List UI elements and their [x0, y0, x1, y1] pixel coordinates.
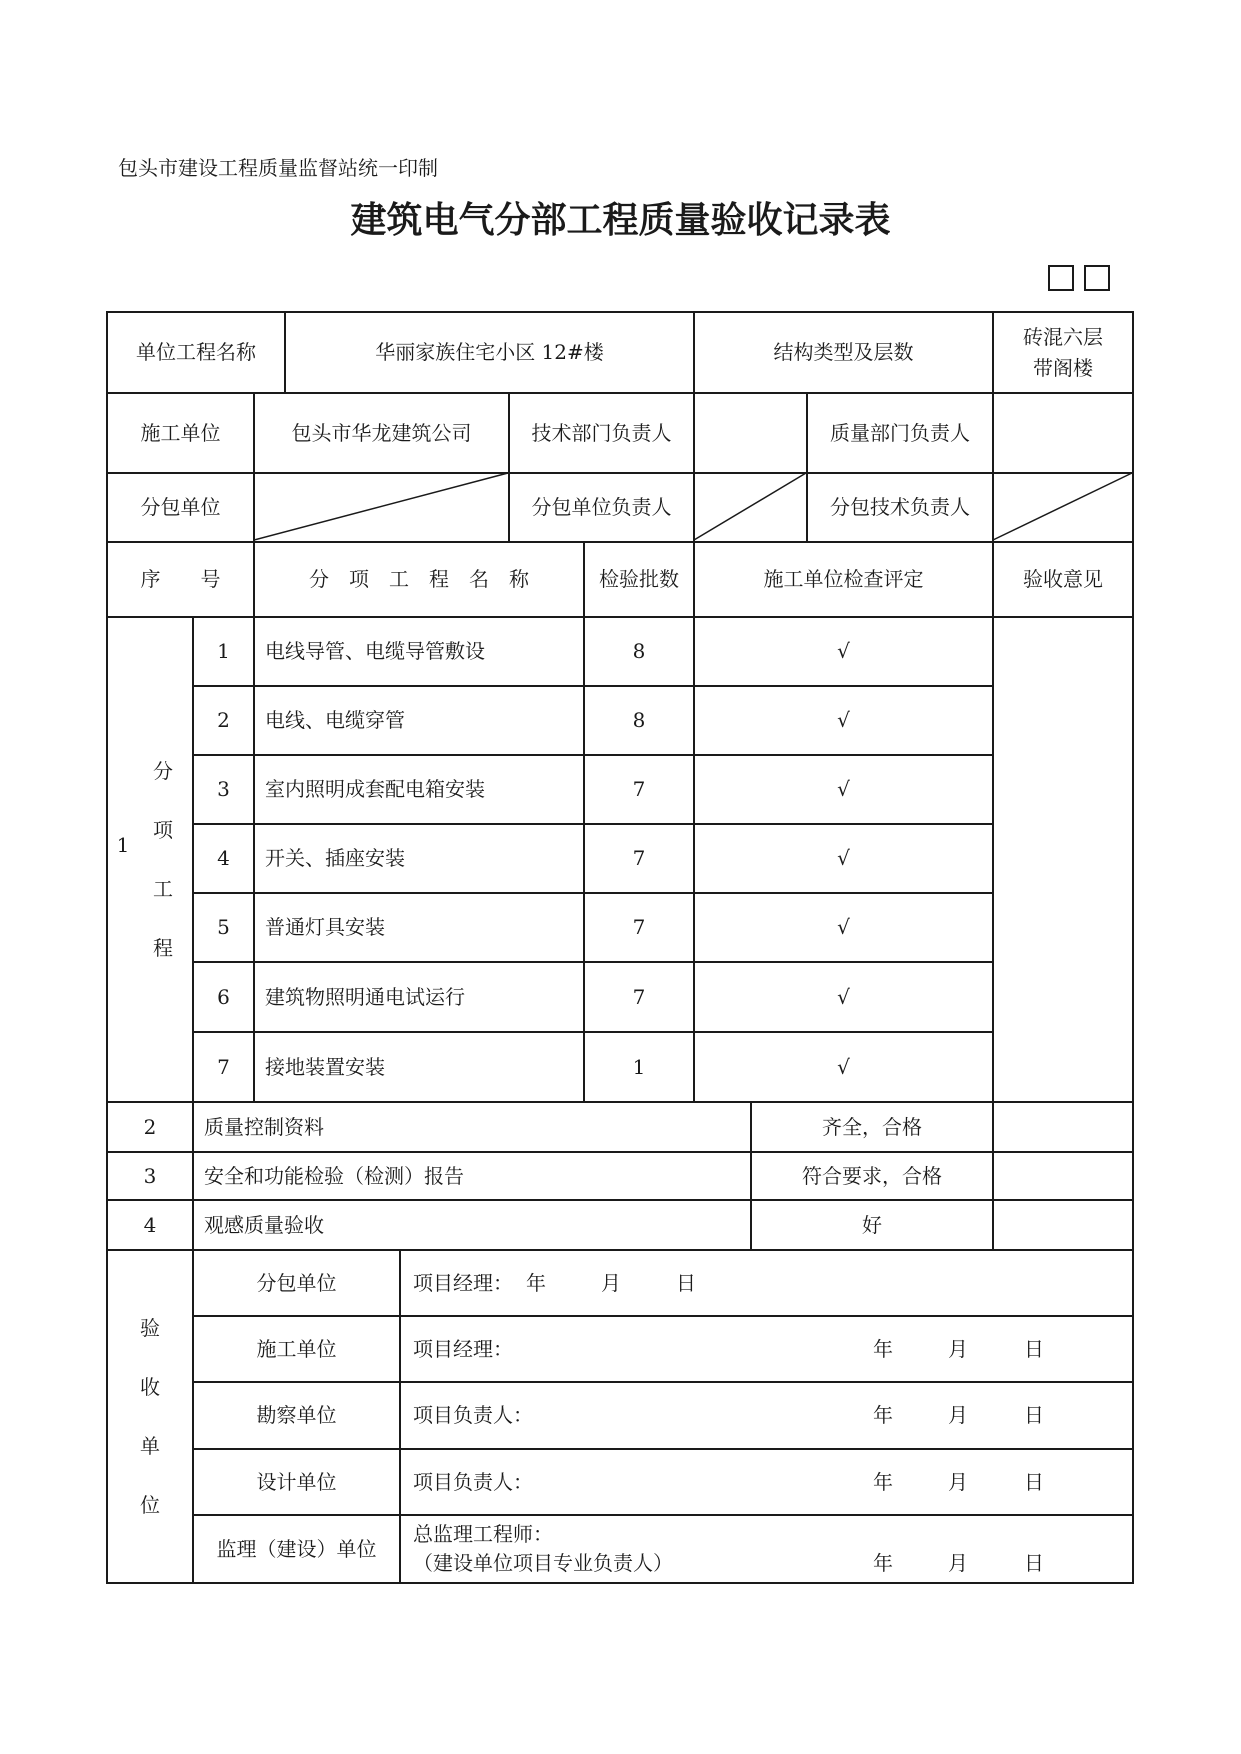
date-month: 月	[601, 1270, 621, 1295]
header-name: 分 项 工 程 名 称	[309, 567, 529, 591]
row-number: 1	[217, 639, 230, 663]
acceptance-signer: 总监理工程师：	[413, 1521, 553, 1546]
header-seq: 序 号	[140, 567, 221, 591]
acceptance-signer: 项目经理：	[413, 1336, 513, 1361]
row-check: √	[837, 984, 850, 1009]
summary-number: 3	[143, 1163, 157, 1188]
sub-head-label: 分包单位负责人	[531, 495, 672, 519]
structure-value-line1: 砖混六层	[1023, 324, 1103, 349]
date-day: 日	[1024, 1336, 1044, 1361]
date-month: 月	[948, 1469, 968, 1494]
acceptance-char: 收	[140, 1374, 160, 1399]
row-check: √	[837, 1054, 850, 1079]
printer-note: 包头市建设工程质量监督站统一印制	[118, 156, 438, 180]
row-batches: 1	[632, 1054, 646, 1079]
row-batches: 8	[632, 708, 646, 732]
acceptance-unit: 勘察单位	[256, 1403, 337, 1427]
row-batches: 7	[632, 984, 646, 1009]
summary-opinion[interactable]	[994, 1201, 1132, 1249]
row-check: √	[837, 846, 850, 870]
contractor-label: 施工单位	[140, 420, 221, 445]
row-name: 开关、插座安装	[265, 846, 405, 870]
section1-char: 工	[153, 876, 173, 901]
structure-value-line2: 带阁楼	[1033, 355, 1093, 380]
row-name: 电线、电缆穿管	[265, 708, 405, 732]
tech-head-value[interactable]	[695, 394, 806, 472]
row-check: √	[837, 915, 850, 939]
form-title: 建筑电气分部工程质量验收记录表	[350, 199, 891, 241]
quality-head-label: 质量部门负责人	[830, 420, 970, 445]
row-number: 2	[217, 708, 230, 732]
acceptance-signer: 项目经理：	[413, 1270, 513, 1295]
row-name: 建筑物照明通电试运行	[265, 984, 465, 1009]
summary-result: 好	[862, 1212, 882, 1237]
quality-head-value[interactable]	[994, 394, 1132, 472]
acceptance-signer: 项目负责人：	[413, 1403, 533, 1427]
header-batches: 检验批数	[599, 567, 679, 591]
summary-number: 2	[143, 1114, 157, 1139]
date-day: 日	[1024, 1403, 1044, 1427]
date-day: 日	[1024, 1469, 1044, 1494]
date-year: 年	[873, 1403, 893, 1427]
row-number: 7	[217, 1054, 230, 1079]
date-year: 年	[873, 1469, 893, 1494]
section1-vertical-label	[134, 618, 192, 1101]
date-year: 年	[873, 1336, 893, 1361]
summary-name: 质量控制资料	[204, 1114, 324, 1139]
row-batches: 7	[632, 846, 646, 870]
structure-label: 结构类型及层数	[773, 340, 914, 364]
summary-number: 4	[143, 1212, 157, 1237]
date-year: 年	[873, 1550, 893, 1575]
sub-tech-label: 分包技术负责人	[830, 495, 970, 519]
summary-opinion[interactable]	[994, 1153, 1132, 1199]
summary-result: 符合要求，合格	[802, 1163, 942, 1188]
contractor-value: 包头市华龙建筑公司	[291, 420, 472, 445]
acceptance-char: 单	[140, 1433, 160, 1458]
summary-result: 齐全，合格	[822, 1114, 922, 1139]
row-name: 普通灯具安装	[265, 915, 385, 939]
section1-number: 1	[116, 832, 130, 857]
acceptance-unit: 分包单位	[256, 1270, 337, 1295]
row-name: 室内照明成套配电箱安装	[265, 777, 485, 801]
acceptance-char: 位	[140, 1492, 160, 1517]
acceptance-unit: 施工单位	[256, 1336, 337, 1361]
unit-project-value: 华丽家族住宅小区 12#楼	[375, 340, 604, 364]
section1-char: 程	[153, 935, 173, 960]
summary-opinion[interactable]	[994, 1103, 1132, 1151]
acceptance-signer: 项目负责人：	[413, 1469, 533, 1494]
row-name: 接地装置安装	[265, 1054, 385, 1079]
acceptance-vertical-label	[108, 1251, 192, 1582]
row-check: √	[837, 639, 850, 663]
row-number: 5	[217, 915, 230, 939]
date-month: 月	[948, 1336, 968, 1361]
row-name: 电线导管、电缆导管敷设	[265, 639, 485, 663]
acceptance-unit: 设计单位	[256, 1469, 337, 1494]
date-month: 月	[948, 1403, 968, 1427]
date-day: 日	[676, 1270, 696, 1295]
summary-name: 安全和功能检验（检测）报告	[204, 1163, 464, 1188]
row-check: √	[837, 708, 850, 732]
acceptance-unit: 监理（建设）单位	[216, 1536, 377, 1561]
row-number: 6	[217, 984, 230, 1009]
row-number: 4	[217, 846, 230, 870]
row-number: 3	[217, 777, 230, 801]
acceptance-char: 验	[140, 1315, 160, 1340]
acceptance-signer-line2: （建设单位项目专业负责人）	[413, 1550, 673, 1575]
section1-char: 项	[153, 817, 173, 842]
tech-head-label: 技术部门负责人	[531, 420, 672, 445]
date-day: 日	[1024, 1550, 1044, 1575]
row-check: √	[837, 777, 850, 801]
summary-name: 观感质量验收	[204, 1212, 324, 1237]
row-batches: 7	[632, 777, 646, 801]
date-year: 年	[526, 1270, 546, 1295]
row-batches: 8	[632, 639, 646, 663]
section1-char: 分	[153, 758, 173, 783]
row-batches: 7	[632, 915, 646, 939]
unit-project-label: 单位工程名称	[136, 340, 256, 364]
date-month: 月	[948, 1550, 968, 1575]
header-evaluation: 施工单位检查评定	[763, 567, 924, 591]
subcontractor-label: 分包单位	[140, 495, 221, 519]
section1-opinion[interactable]	[994, 618, 1132, 1101]
header-opinion: 验收意见	[1023, 567, 1103, 591]
structure-value	[994, 313, 1132, 392]
